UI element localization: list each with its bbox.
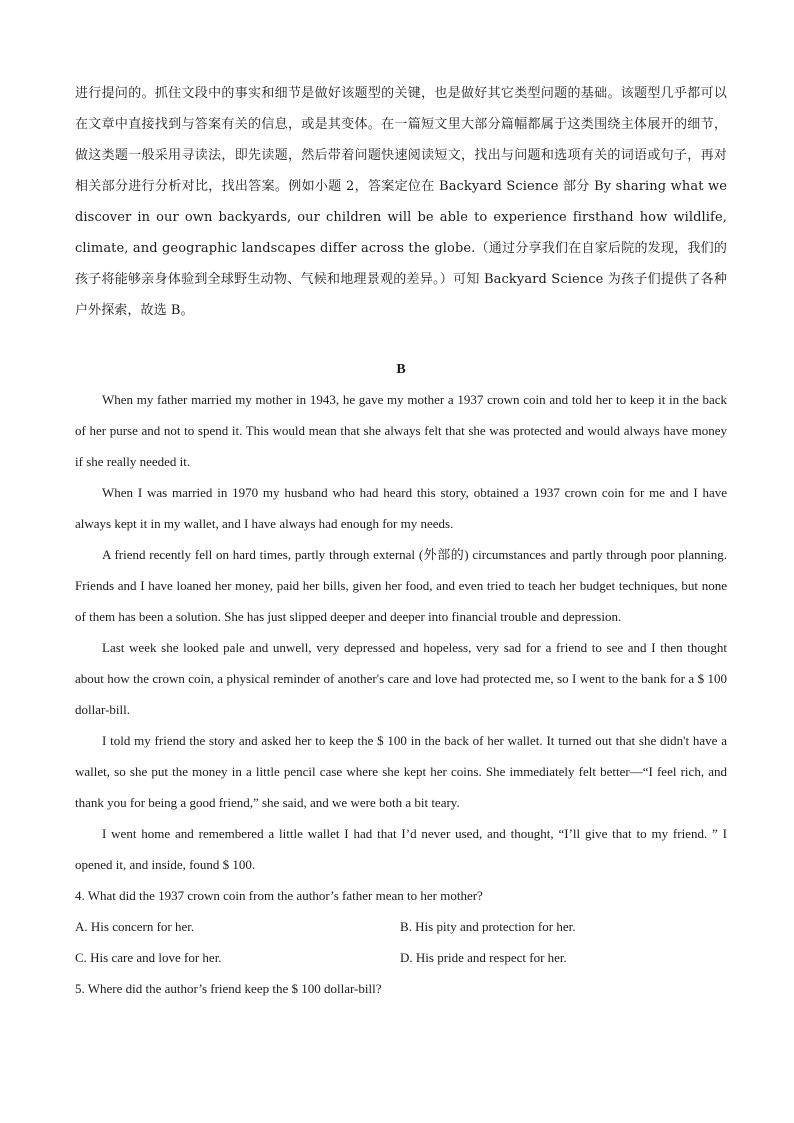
- passage-paragraph-2: When I was married in 1970 my husband who had heard this story, obtained a 1937 crown coin for me and I have always kept it in my wallet, and I have always had enough for my needs.: [75, 485, 727, 531]
- passage-paragraph-3: A friend recently fell on hard times, partly through external (外部的) circumstances and partly through poor planning. Friends and I have loaned her money, paid her bills, given her food, and even tried to teach her budget techniques, but none of them has been a solution. She has just slipped deeper and deeper into financial trouble and depression.: [75, 547, 727, 624]
- option-a: A. His concern for her.: [75, 919, 195, 934]
- option-b: B. His pity and protection for her.: [400, 919, 576, 934]
- option-d: D. His pride and respect for her.: [400, 950, 567, 965]
- question-4-options: [75, 911, 727, 973]
- passage-paragraph-1: When my father married my mother in 1943, he gave my mother a 1937 crown coin and told her to keep it in the back of her purse and not to spend it. This would mean that she always felt that she was protected and would always have money if she really needed it.: [75, 392, 727, 469]
- question-5: [75, 973, 727, 1004]
- passage-paragraph-4: Last week she looked pale and unwell, very depressed and hopeless, very sad for a friend to see and I then thought about how the crown coin, a physical reminder of another's care and love had protected me, so I went to the bank for a $ 100 dollar-bill.: [75, 640, 727, 717]
- question-4-stem: 4. What did the 1937 crown coin from the author’s father mean to her mother?: [75, 888, 483, 903]
- question-5-stem: 5. Where did the author’s friend keep the $ 100 dollar-bill?: [75, 981, 382, 996]
- analysis-paragraph: 进行提问的。抓住文段中的事实和细节是做好该题型的关键，也是做好其它类型问题的基础。该题型几乎都可以在文章中直接找到与答案有关的信息，或是其变体。在一篇短文里大部分篇幅都属于这类围绕主体展开的细节，做这类题一般采用寻读法，即先读题，然后带着问题快速阅读短文，找出与问题和选项有关的词语或句子，再对相关部分进行分析对比，找出答案。例如小题 2，答案定位在 Backyard Science 部分 By sharing what we discover in our own backyards, our children will be able to experience firsthand how wildlife, climate, and geographic landscapes differ across the globe.（通过分享我们在自家后院的发现，我们的孩子将能够亲身体验到全球野生动物、气候和地理景观的差异。）可知 Backyard Science 为孩子们提供了各种户外探索，故选 B。: [75, 86, 727, 318]
- option-c: C. His care and love for her.: [75, 950, 222, 965]
- passage-paragraph-6: I went home and remembered a little wallet I had that I’d never used, and thought, “I’ll give that to my friend. ” I opened it, and inside, found $ 100.: [75, 826, 727, 872]
- document-page: [75, 78, 727, 1004]
- answer-analysis-section: [75, 78, 727, 326]
- reading-passage: [75, 384, 727, 880]
- section-title: B: [396, 362, 406, 377]
- passage-paragraph-5: I told my friend the story and asked her to keep the $ 100 in the back of her wallet. It turned out that she didn't have a wallet, so she put the money in a little pencil case where she kept her coins. She immediately felt better—“I feel rich, and thank you for being a good friend,” she said, and we were both a bit teary.: [75, 733, 727, 810]
- question-4: [75, 880, 727, 973]
